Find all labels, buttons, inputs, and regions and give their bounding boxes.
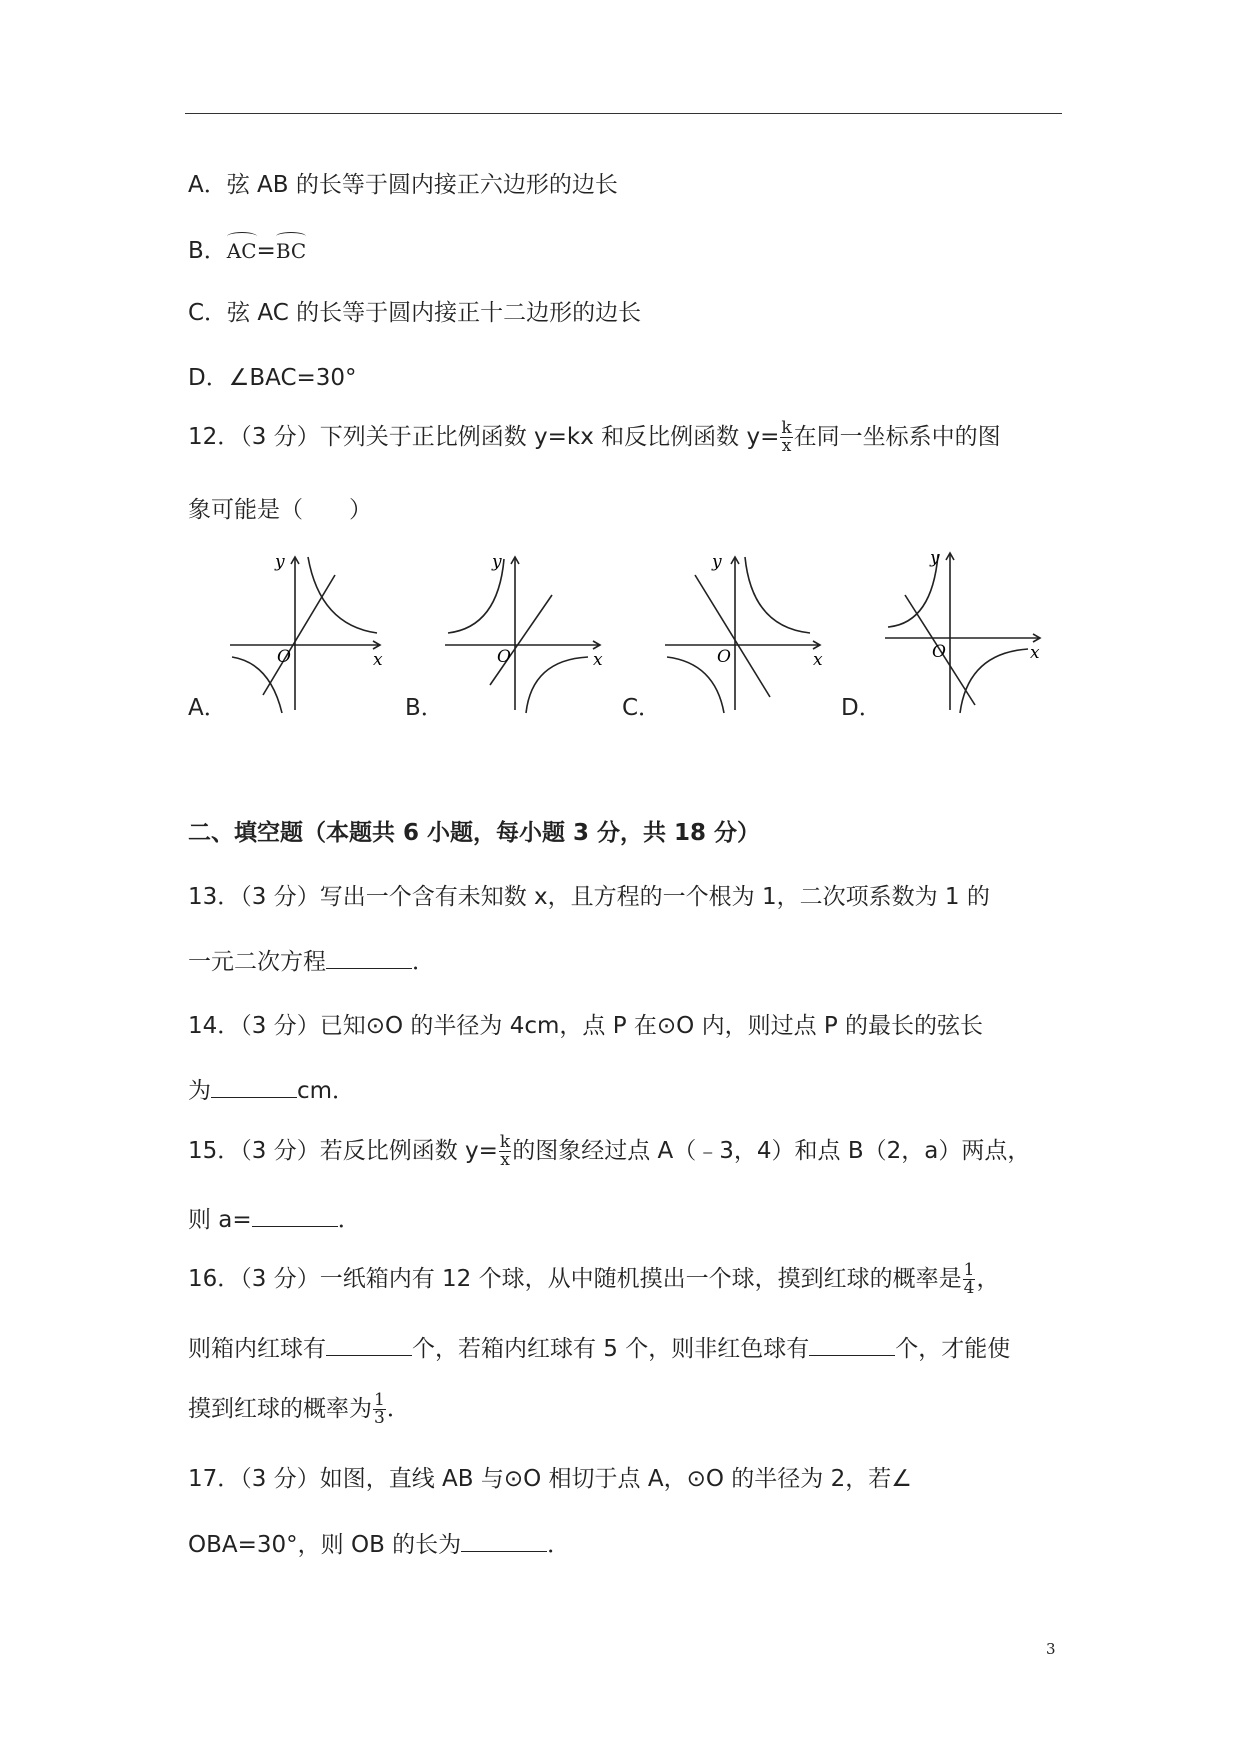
graph-b xyxy=(440,545,610,719)
frac-den: 3 xyxy=(374,1408,385,1428)
q13-line2-pre: 一元二次方程 xyxy=(188,949,326,975)
frac-num: k xyxy=(499,1132,511,1152)
q17-line2-post: ． xyxy=(547,1532,571,1558)
q16-line2-c: 个，才能使 xyxy=(895,1336,1011,1362)
q16-fraction-2 xyxy=(373,1392,386,1427)
origin-label: O xyxy=(277,647,291,667)
axis-y-label: y xyxy=(712,552,722,572)
graph-b-label: B． xyxy=(405,695,444,721)
q15-line2 xyxy=(188,1205,361,1235)
q16-line2-b: 个，若箱内红球有 5 个，则非红色球有 xyxy=(412,1336,810,1362)
option-b-prefix: B． xyxy=(188,238,227,264)
q14-line2-post: cm． xyxy=(297,1078,356,1104)
axis-x-label: x xyxy=(593,650,603,670)
q17-line2 xyxy=(188,1530,570,1560)
graph-a-label: A． xyxy=(188,695,227,721)
q12-line2: 象可能是（ ） xyxy=(188,497,372,523)
answer-blank xyxy=(252,1206,338,1227)
q16-part1: 16．（3 分）一纸箱内有 12 个球，从中随机摸出一个球，摸到红球的概率是 xyxy=(188,1266,962,1292)
answer-blank xyxy=(461,1531,547,1552)
option-b-eq: = xyxy=(256,238,276,264)
q15-part2: 的图象经过点 A（﹣3，4）和点 B（2，a）两点， xyxy=(512,1138,1031,1164)
q15-part1: 15．（3 分）若反比例函数 y= xyxy=(188,1138,498,1164)
graph-d xyxy=(880,545,1050,719)
q16-part1-end: ， xyxy=(976,1266,1000,1292)
q17-line1: 17．（3 分）如图，直线 AB 与⊙O 相切于点 A，⊙O 的半径为 2，若∠ xyxy=(188,1466,912,1492)
q12-part2: 在同一坐标系中的图 xyxy=(793,424,1001,450)
header-rule xyxy=(185,113,1062,114)
frac-den: x xyxy=(781,436,792,456)
graph-a xyxy=(225,545,395,719)
q12-part1: 12．（3 分）下列关于正比例函数 y=kx 和反比例函数 y= xyxy=(188,424,780,450)
page-number: 3 xyxy=(1046,1640,1056,1658)
option-b xyxy=(188,232,306,266)
answer-blank xyxy=(326,1335,412,1356)
frac-num: 1 xyxy=(963,1260,975,1280)
axis-y-label: y xyxy=(492,552,502,572)
answer-blank xyxy=(326,948,412,969)
q12-fraction xyxy=(780,420,792,455)
q14-line2 xyxy=(188,1076,355,1106)
q15-line2-pre: 则 a= xyxy=(188,1207,252,1233)
q16-line2-a: 则箱内红球有 xyxy=(188,1336,326,1362)
graph-c-label: C． xyxy=(622,695,662,721)
q13-line2 xyxy=(188,947,435,977)
q17-line2-pre: OBA=30°，则 OB 的长为 xyxy=(188,1532,462,1558)
origin-label: O xyxy=(932,642,946,662)
option-d: D．∠BAC=30° xyxy=(188,365,357,391)
q15-fraction xyxy=(499,1134,511,1169)
axis-y-label: y xyxy=(275,552,285,572)
q16-line3 xyxy=(188,1392,410,1427)
q16-line2 xyxy=(188,1334,1010,1364)
option-a: A．弦 AB 的长等于圆内接正六边形的边长 xyxy=(188,172,618,198)
q14-line2-pre: 为 xyxy=(188,1078,211,1104)
axis-x-label: x xyxy=(1030,643,1040,663)
q14-line1: 14．（3 分）已知⊙O 的半径为 4cm，点 P 在⊙O 内，则过点 P 的最长的弦长 xyxy=(188,1013,984,1039)
q15-line2-post: ． xyxy=(337,1207,361,1233)
section-heading: 二、填空题（本题共 6 小题，每小题 3 分，共 18 分） xyxy=(188,820,761,846)
arc-bc: BC xyxy=(276,232,306,266)
axis-y-label: y xyxy=(930,548,940,568)
origin-label: O xyxy=(717,647,731,667)
frac-den: x xyxy=(500,1150,510,1170)
option-c: C．弦 AC 的长等于圆内接正十二边形的边长 xyxy=(188,300,642,326)
axis-x-label: x xyxy=(373,650,383,670)
origin-label: O xyxy=(497,647,511,667)
q12-line1 xyxy=(188,420,1001,455)
q16-fraction-1 xyxy=(963,1262,976,1297)
frac-den: 4 xyxy=(963,1278,975,1298)
arc-ac: AC xyxy=(227,232,257,266)
frac-num: 1 xyxy=(374,1390,385,1410)
graph-d-label: D． xyxy=(841,695,882,721)
answer-blank xyxy=(211,1077,297,1098)
graph-c xyxy=(660,545,830,719)
answer-blank xyxy=(809,1335,895,1356)
q13-line2-post: ． xyxy=(412,949,435,975)
axis-x-label: x xyxy=(813,650,823,670)
q13-line1: 13．（3 分）写出一个含有未知数 x，且方程的一个根为 1，二次项系数为 1 的 xyxy=(188,884,990,910)
q15-line1 xyxy=(188,1134,1030,1169)
q16-line1 xyxy=(188,1262,999,1297)
frac-num: k xyxy=(781,418,792,438)
q16-line3-post: ． xyxy=(386,1396,410,1422)
q16-line3-pre: 摸到红球的概率为 xyxy=(188,1396,372,1422)
